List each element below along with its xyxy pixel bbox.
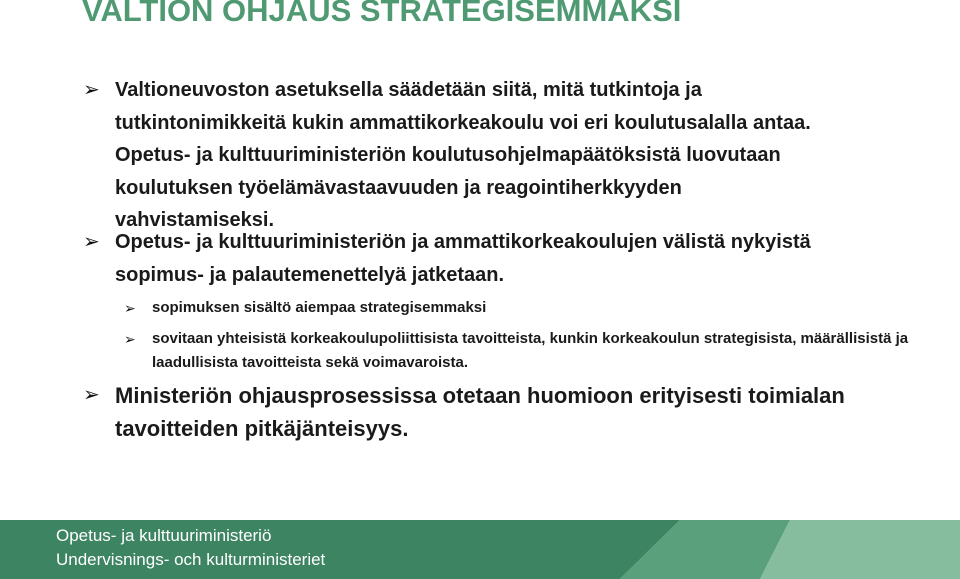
sub-bullet-text: sopimuksen sisältö aiempaa strategisemmaksi: [152, 299, 487, 316]
bullet-item: [83, 379, 905, 445]
sub-bullet-item: [124, 296, 912, 320]
arrow-bullet-icon: ➢: [83, 384, 100, 406]
arrow-bullet-icon: ➢: [124, 300, 136, 316]
bullet-text: Valtioneuvoston asetuksella säädetään siitä, mitä tutkintoja ja tutkintonimikkeitä kukin ammattikorkeakoulu voi eri koulutusalalla antaa. Opetus- ja kulttuuriministeriön koulutusohjelmapäätöksistä luovutaan koulutuksen työelämävastaavuuden ja reagointiherkkyyden vahvistamiseksi.: [115, 79, 811, 231]
arrow-bullet-icon: ➢: [83, 231, 100, 253]
ministry-name-finnish: Opetus- ja kulttuuriministeriö: [56, 526, 272, 545]
arrow-bullet-icon: ➢: [124, 331, 136, 347]
bullet-text: Ministeriön ohjausprosessissa otetaan huomioon erityisesti toimialan tavoitteiden pitkäjänteisyys.: [115, 383, 845, 441]
footer-band-light: [760, 520, 960, 579]
sub-bullet-item: [124, 327, 922, 375]
slide-title: VALTION OHJAUS STRATEGISEMMAKSI: [82, 0, 682, 28]
footer-banner: [0, 520, 960, 579]
arrow-bullet-icon: ➢: [83, 79, 100, 101]
bullet-item: [83, 74, 845, 237]
sub-bullet-text: sovitaan yhteisistä korkeakoulupoliittisista tavoitteista, kunkin korkeakoulun strategisista, määrällisistä ja laadullisista tavoitteista sekä voimavaroista.: [152, 330, 909, 371]
bullet-item: [83, 226, 905, 292]
bullet-text: Opetus- ja kulttuuriministeriön ja ammattikorkeakoulujen välistä nykyistä sopimus- ja palautemenettelyä jatketaan.: [115, 231, 811, 286]
ministry-name-swedish: Undervisnings- och kulturministeriet: [56, 550, 326, 569]
